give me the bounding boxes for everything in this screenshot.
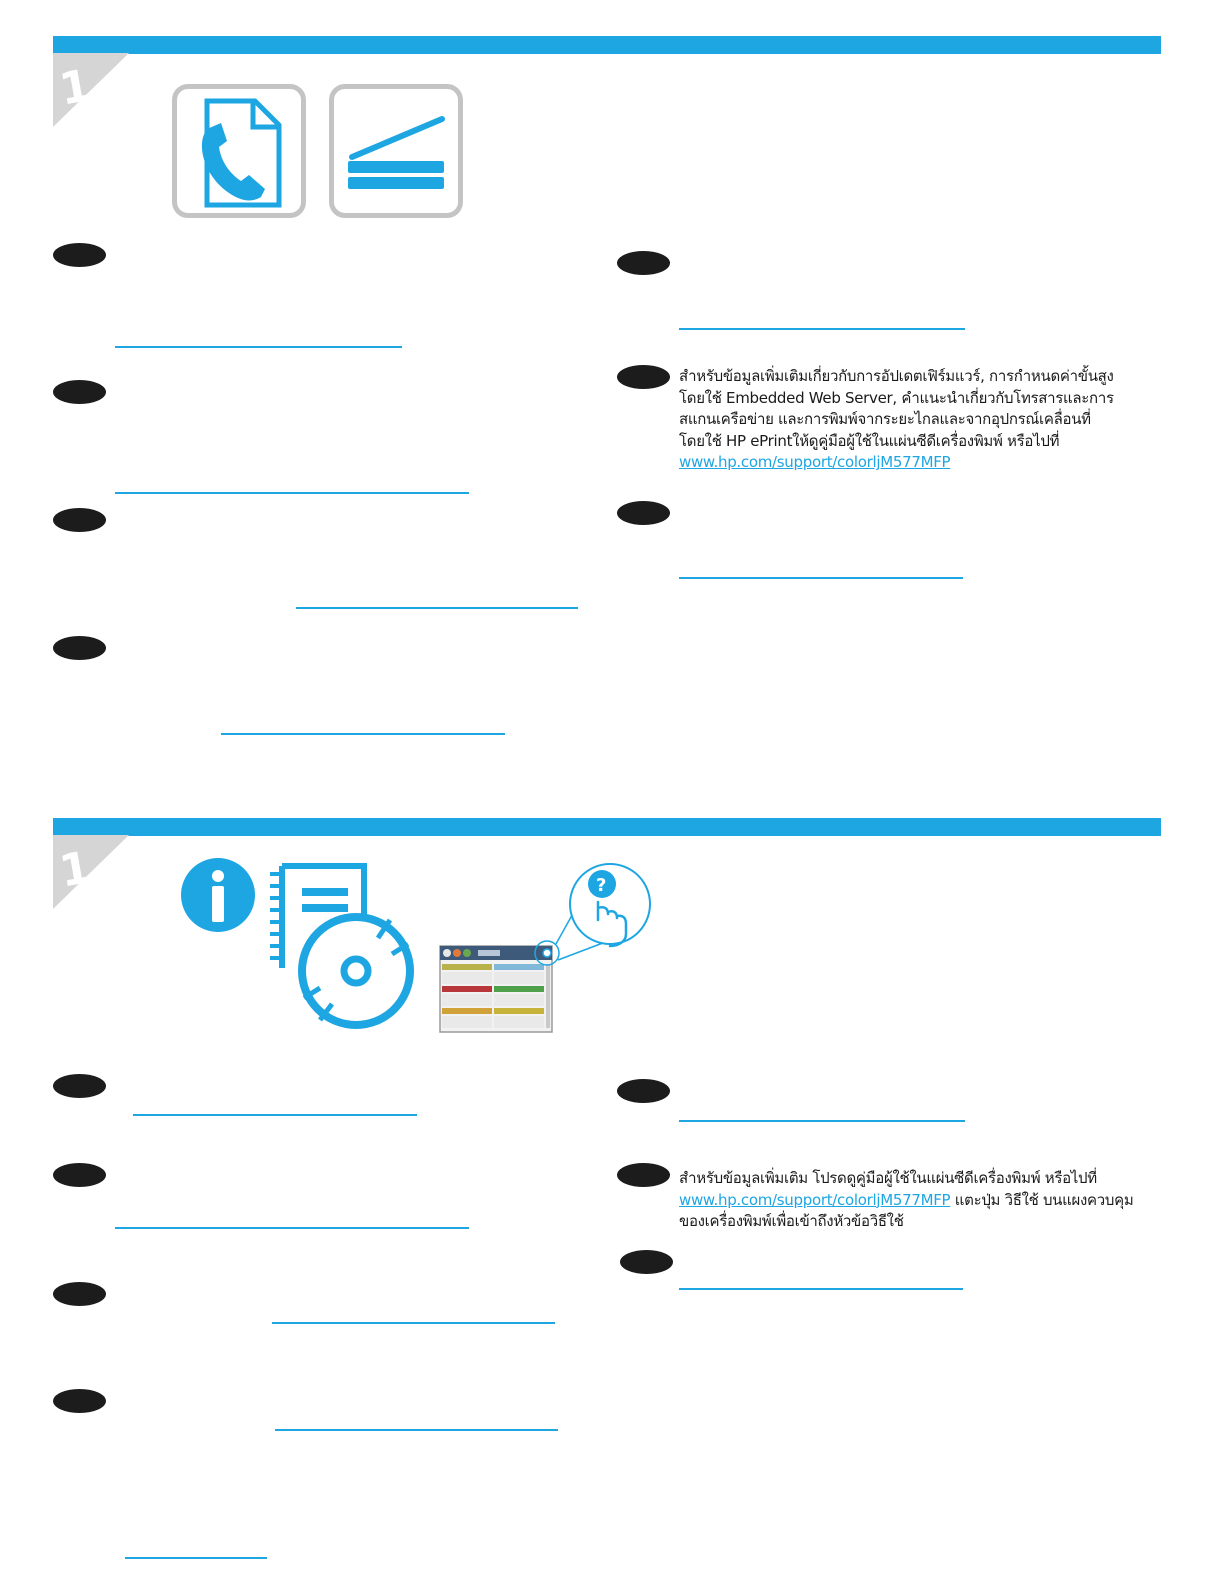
paragraph-line: สำหรับข้อมูลเพิ่มเติม โปรดดูคู่มือผู้ใช้ในแผ่นซีดีเครื่องพิมพ์ หรือไปที่ [679, 1169, 1097, 1187]
link-underline[interactable] [679, 1120, 965, 1122]
thai-info-paragraph [679, 366, 1159, 474]
language-marker [53, 1389, 106, 1413]
svg-text:?: ? [596, 875, 607, 896]
help-resources-illustration [178, 858, 418, 1033]
language-marker [617, 251, 670, 275]
paragraph-line: สแกนเครือข่าย และการพิมพ์จากระยะไกลและจากอุปกรณ์เคลื่อนที่ [679, 410, 1091, 428]
help-button-icon [570, 864, 650, 946]
link-underline[interactable] [115, 1227, 469, 1229]
thai-help-paragraph [679, 1168, 1159, 1233]
control-panel-screen-icon [440, 946, 552, 1032]
language-marker-thai [617, 365, 670, 389]
language-marker [620, 1250, 673, 1274]
paragraph-line: ของเครื่องพิมพ์เพื่อเข้าถึงหัวข้อวิธีใช้ [679, 1212, 904, 1230]
link-underline[interactable] [115, 492, 469, 494]
link-underline[interactable] [272, 1322, 555, 1324]
svg-text:1: 1 [55, 841, 95, 898]
step-number-tab [53, 53, 129, 127]
support-link[interactable]: www.hp.com/support/colorljM577MFP [679, 1190, 951, 1209]
language-marker [53, 380, 106, 404]
step-number-tab [53, 835, 129, 909]
link-underline[interactable] [275, 1429, 558, 1431]
link-underline[interactable] [133, 1114, 417, 1116]
link-underline[interactable] [115, 346, 402, 348]
language-marker [617, 1079, 670, 1103]
language-marker [53, 1074, 106, 1098]
link-underline[interactable] [679, 1288, 963, 1290]
fax-icon-box [172, 84, 306, 218]
cd-disc-icon [302, 917, 410, 1025]
language-marker [617, 501, 670, 525]
paragraph-line: โดยใช้ HP ePrintให้ดูคู่มือผู้ใช้ในแผ่นซีดีเครื่องพิมพ์ หรือไปที่ [679, 431, 1060, 450]
language-marker [53, 508, 106, 532]
flatbed-scanner-icon [334, 89, 458, 213]
link-underline[interactable] [221, 733, 505, 735]
scanner-icon-box [329, 84, 463, 218]
link-underline[interactable] [296, 607, 578, 609]
link-underline[interactable] [679, 328, 965, 330]
svg-text:1: 1 [55, 59, 95, 116]
language-marker [53, 243, 106, 267]
language-marker [53, 1163, 106, 1187]
fax-document-icon [177, 89, 301, 213]
section-header-bar [53, 818, 1161, 836]
information-icon [181, 858, 255, 932]
language-marker [53, 1282, 106, 1306]
paragraph-line: แตะปุ่ม วิธีใช้ บนแผงควบคุม [950, 1190, 1134, 1209]
control-panel-illustration [438, 858, 654, 1034]
link-underline[interactable] [679, 577, 963, 579]
link-underline[interactable] [125, 1557, 267, 1559]
language-marker-thai [617, 1163, 670, 1187]
paragraph-line: สำหรับข้อมูลเพิ่มเติมเกี่ยวกับการอัปเดตเฟิร์มแวร์, การกำหนดค่าขั้นสูง [679, 367, 1114, 385]
support-link[interactable]: www.hp.com/support/colorljM577MFP [679, 453, 951, 471]
section-header-bar [53, 36, 1161, 54]
paragraph-line: โดยใช้ Embedded Web Server, คำแนะนำเกี่ยวกับโทรสารและการ [679, 388, 1114, 407]
language-marker [53, 636, 106, 660]
